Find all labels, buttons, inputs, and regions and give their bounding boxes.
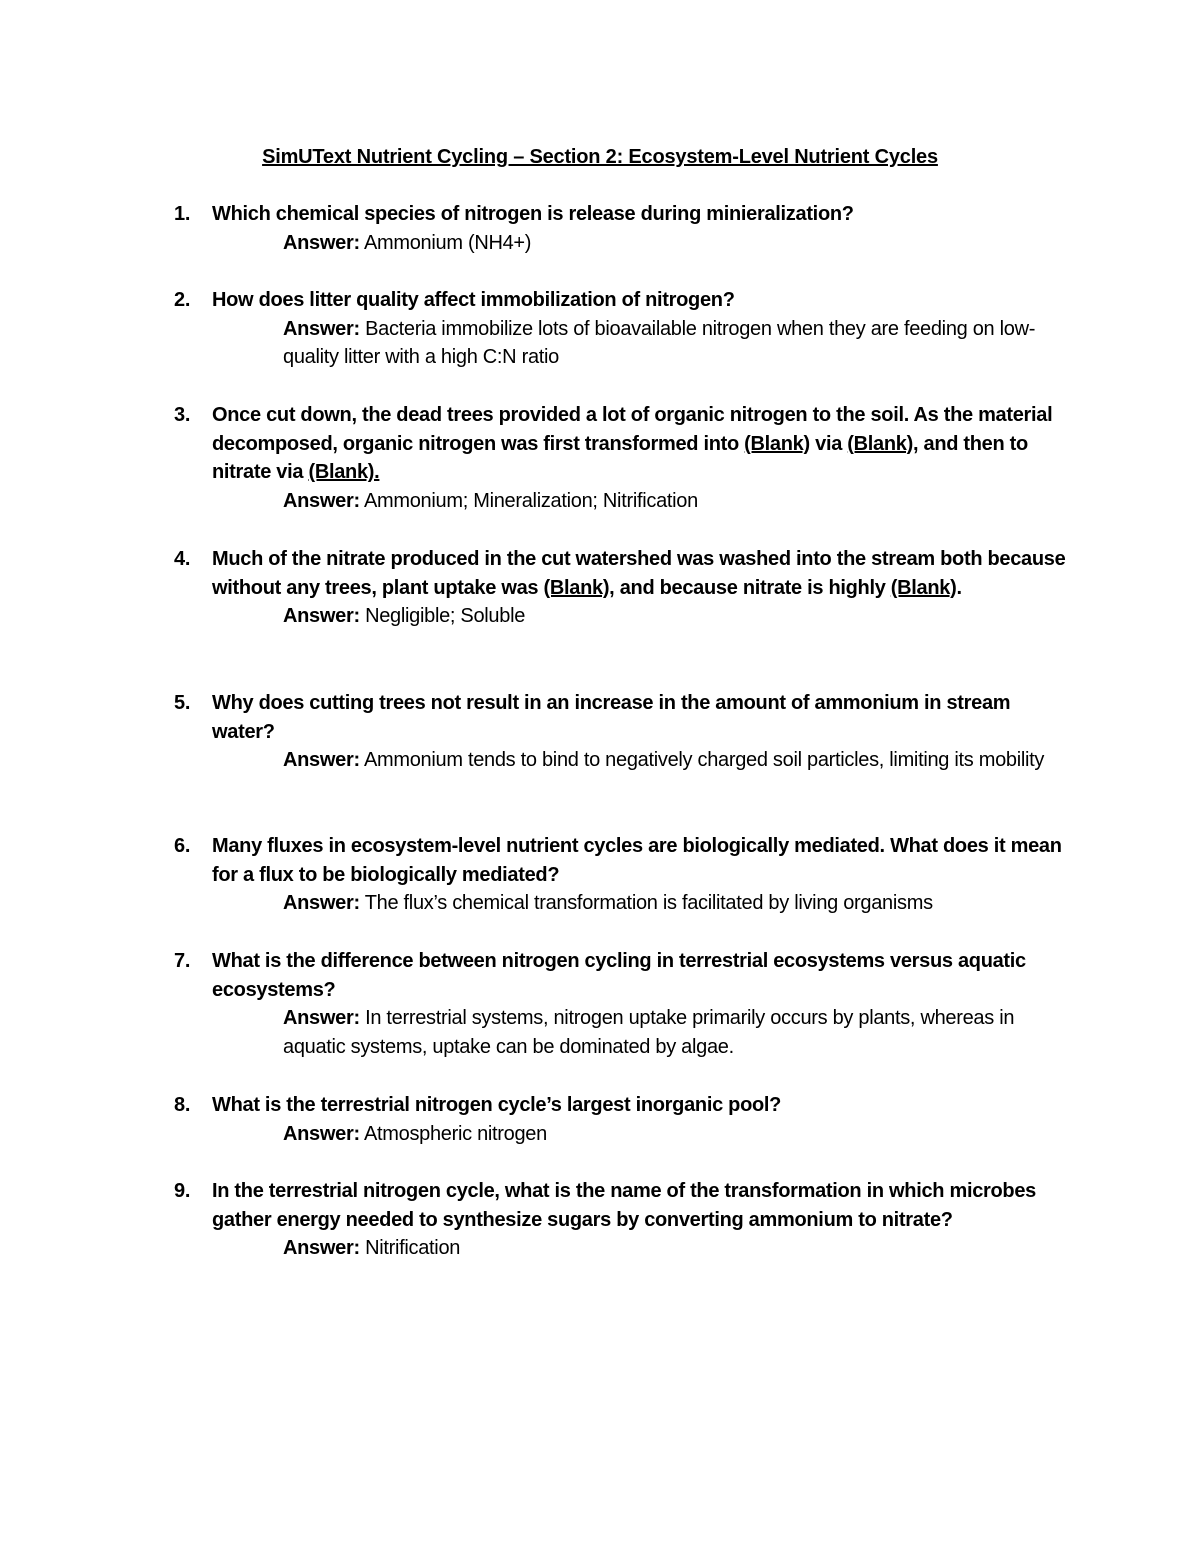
question-text: 8. What is the terrestrial nitrogen cycle’s largest inorganic pool? xyxy=(174,1091,1074,1120)
question-number: 4. xyxy=(174,548,191,570)
blank-placeholder: (Blank) xyxy=(890,576,957,599)
answer-text: Ammonium tends to bind to negatively charged soil particles, limiting its mobility xyxy=(363,749,1045,772)
question-8 xyxy=(174,1091,1074,1148)
question-2 xyxy=(174,286,1074,372)
answer xyxy=(174,1004,1074,1061)
question-1 xyxy=(174,200,1074,257)
answer-text: Nitrification xyxy=(365,1237,461,1260)
answer xyxy=(174,315,1074,372)
question-text: 9. In the terrestrial nitrogen cycle, what is the name of the transformation in which microbes gather energy needed to synthesize sugars by converting ammonium to nitrate? xyxy=(174,1177,1074,1234)
answer-text: Negligible; Soluble xyxy=(365,605,526,628)
question-9 xyxy=(174,1177,1074,1263)
question-5 xyxy=(174,689,1074,775)
question-text: 5. Why does cutting trees not result in an increase in the amount of ammonium in stream water? xyxy=(174,689,1074,746)
question-text: 1. Which chemical species of nitrogen is release during minieralization? xyxy=(174,200,1074,229)
blank-placeholder: (Blank) xyxy=(744,432,810,455)
document-title: SimUText Nutrient Cycling – Section 2: Ecosystem-Level Nutrient Cycles xyxy=(262,146,938,168)
question-4 xyxy=(174,545,1074,631)
answer-label: Answer: xyxy=(283,490,360,513)
question-7 xyxy=(174,947,1074,1062)
question-text: 6. Many fluxes in ecosystem-level nutrient cycles are biologically mediated. What does it mean for a flux to be biologically mediated? xyxy=(174,832,1074,889)
answer-label: Answer: xyxy=(283,1007,360,1030)
question-number: 8. xyxy=(174,1094,191,1116)
question-text: 4. Much of the nitrate produced in the cut watershed was washed into the stream both because without any trees, plant uptake was (Blank), and because nitrate is highly (Blank). xyxy=(174,545,1074,602)
answer-label: Answer: xyxy=(283,1122,360,1145)
blank-placeholder: (Blank), xyxy=(543,576,615,599)
question-text: 2. How does litter quality affect immobilization of nitrogen? xyxy=(174,286,1074,315)
answer-text: Atmospheric nitrogen xyxy=(363,1122,547,1145)
blank-placeholder: (Blank). xyxy=(308,461,380,484)
answer xyxy=(174,602,1074,631)
answer-label: Answer: xyxy=(283,605,360,628)
question-text: 7. What is the difference between nitrogen cycling in terrestrial ecosystems versus aquatic ecosystems? xyxy=(174,947,1074,1004)
answer-text: In terrestrial systems, nitrogen uptake primarily occurs by plants, whereas in aquatic systems, uptake can be dominated by algae. xyxy=(283,1007,1015,1059)
answer-label: Answer: xyxy=(283,231,360,254)
question-3 xyxy=(174,401,1074,516)
question-number: 7. xyxy=(174,950,191,972)
question-number: 9. xyxy=(174,1180,191,1202)
answer xyxy=(174,746,1074,775)
question-number: 1. xyxy=(174,203,191,225)
question-number: 2. xyxy=(174,289,191,311)
answer xyxy=(174,889,1074,918)
question-6 xyxy=(174,832,1074,918)
question-number: 3. xyxy=(174,404,191,426)
answer-text: Ammonium; Mineralization; Nitrification xyxy=(363,490,698,513)
answer xyxy=(174,229,1074,258)
question-number: 5. xyxy=(174,692,191,714)
blank-placeholder: (Blank), xyxy=(847,432,919,455)
answer-text: Bacteria immobilize lots of bioavailable nitrogen when they are feeding on low-quality litter with a high C:N ratio xyxy=(283,317,1036,369)
answer-text: Ammonium (NH4+) xyxy=(363,231,532,254)
answer xyxy=(174,1234,1074,1263)
question-number: 6. xyxy=(174,835,191,857)
answer-label: Answer: xyxy=(283,749,360,772)
answer-label: Answer: xyxy=(283,317,360,340)
answer-label: Answer: xyxy=(283,892,360,915)
answer xyxy=(174,1120,1074,1149)
answer xyxy=(174,487,1074,516)
answer-text: The flux’s chemical transformation is facilitated by living organisms xyxy=(364,892,933,915)
answer-label: Answer: xyxy=(283,1237,360,1260)
question-text: 3. Once cut down, the dead trees provided a lot of organic nitrogen to the soil. As the material decomposed, organic nitrogen was first transformed into (Blank) via (Blank), and then to nitrate via (Blank). xyxy=(174,401,1074,487)
